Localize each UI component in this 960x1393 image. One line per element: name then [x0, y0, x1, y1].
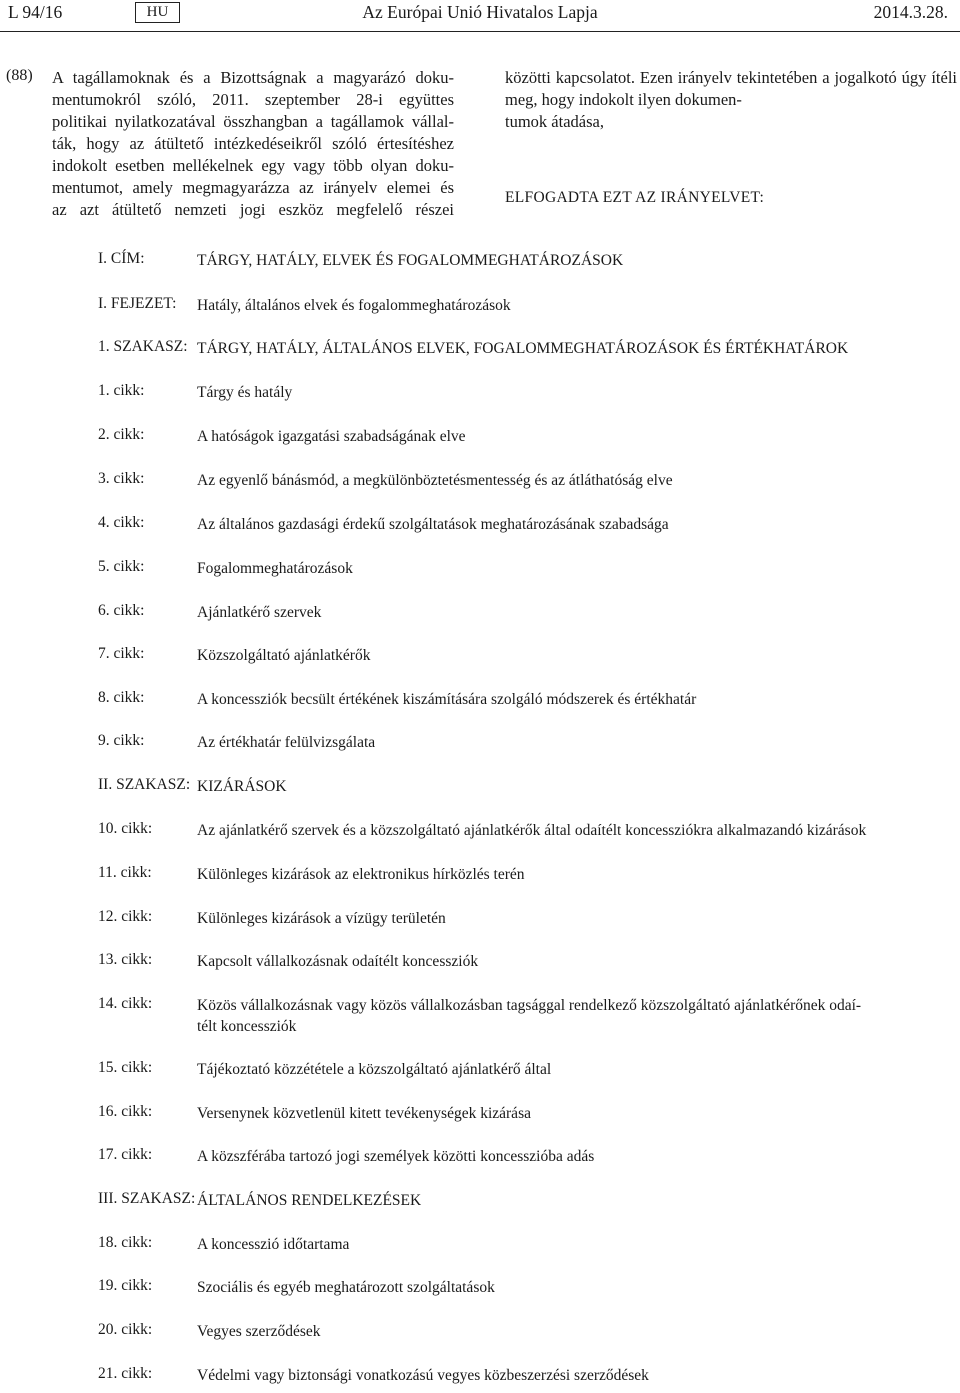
toc-entry-label: 11. cikk: [98, 864, 152, 881]
toc-entry-title: Fogalommeghatározások [197, 560, 353, 577]
toc-entry-title: Az ajánlatkérő szervek és a közszolgáltató ajánlatkérők által odaítélt koncessziókra alkalmazandó kizárások [197, 822, 867, 839]
recital-line: A tagállamoknak és a Bizottságnak a magyarázó doku- [52, 68, 454, 87]
page-header [0, 0, 960, 30]
toc-entry-title: Tárgy és hatály [197, 384, 293, 401]
toc-entry-label: 21. cikk: [98, 1365, 153, 1382]
toc-entry-title: Különleges kizárások az elektronikus hírközlés terén [197, 866, 525, 883]
toc-entry-label: 19. cikk: [98, 1277, 153, 1294]
recital-number: (88) [6, 67, 33, 84]
toc-entry-label: 3. cikk: [98, 470, 145, 487]
toc-entry-label: 20. cikk: [98, 1321, 153, 1338]
toc-entry-title: TÁRGY, HATÁLY, ELVEK ÉS FOGALOMMEGHATÁROZÁSOK [197, 252, 624, 269]
toc-entry-title: Hatály, általános elvek és fogalommeghatározások [197, 297, 511, 314]
toc-entry-title: A koncessziók becsült értékének kiszámítására szolgáló módszerek és értékhatár [197, 691, 697, 708]
toc-entry-label: 12. cikk: [98, 908, 153, 925]
toc-entry-label: 1. SZAKASZ: [98, 338, 188, 355]
toc-entry-title: Kapcsolt vállalkozásnak odaítélt koncessziók [197, 953, 479, 970]
toc-entry-title: KIZÁRÁSOK [197, 778, 287, 795]
toc-entry-title: Ajánlatkérő szervek [197, 604, 322, 621]
recital-line: mentumot, amely megmagyarázza az irányelv elemei és [52, 178, 454, 197]
toc-entry-title: Védelmi vagy biztonsági vonatkozású vegyes közbeszerzési szerződések [197, 1367, 649, 1384]
toc-entry-label: 7. cikk: [98, 645, 145, 662]
toc-entry-title: A hatóságok igazgatási szabadságának elve [197, 428, 466, 445]
header-divider [0, 31, 960, 32]
toc-entry-title: Közös vállalkozásnak vagy közös vállalkozásban tagsággal rendelkező közszolgáltató ajánlatkérőnek odaí- [197, 997, 862, 1014]
page-reference: L 94/16 [8, 2, 63, 22]
toc-entry-title: ÁLTALÁNOS RENDELKEZÉSEK [197, 1192, 422, 1209]
toc-entry-label: 2. cikk: [98, 426, 145, 443]
recital-right-column [505, 67, 957, 133]
recital-line: mentumokról szóló, 2011. szeptember 28-i együttes [52, 90, 454, 109]
toc-entry-title: Az értékhatár felülvizsgálata [197, 734, 376, 751]
toc-entry-label: 10. cikk: [98, 820, 153, 837]
toc-entry-title: Közszolgáltató ajánlatkérők [197, 647, 371, 664]
recital-continuation-end: tumok átadása, [505, 112, 604, 131]
toc-entry-label: 5. cikk: [98, 558, 145, 575]
toc-entry-label: 18. cikk: [98, 1234, 153, 1251]
toc-entry-label: I. CÍM: [98, 250, 145, 267]
recital-line: politikai nyilatkozatával összhangban a tagállamok vállal- [52, 112, 454, 131]
adoption-statement: ELFOGADTA EZT AZ IRÁNYELVET: [505, 189, 765, 206]
toc-entry-title: Szociális és egyéb meghatározott szolgáltatások [197, 1279, 495, 1296]
toc-entry-label: II. SZAKASZ: [98, 776, 191, 793]
toc-entry-label: 8. cikk: [98, 689, 145, 706]
toc-entry-label: 15. cikk: [98, 1059, 153, 1076]
toc-entry-title: Versenynek közvetlenül kitett tevékenységek kizárása [197, 1105, 531, 1122]
toc-entry-label: 17. cikk: [98, 1146, 153, 1163]
toc-entry-title: Vegyes szerződések [197, 1323, 321, 1340]
toc-entry-label: 9. cikk: [98, 732, 145, 749]
toc-entry-label: I. FEJEZET: [98, 295, 177, 312]
journal-title: Az Európai Unió Hivatalos Lapja [362, 2, 598, 22]
toc-entry-title: Tájékoztató közzététele a közszolgáltató ajánlatkérő által [197, 1061, 552, 1078]
toc-entry-label: 1. cikk: [98, 382, 145, 399]
recital-left-column [52, 67, 454, 221]
toc-entry-title: Különleges kizárások a vízügy területén [197, 910, 446, 927]
recital-continuation: közötti kapcsolatot. Ezen irányelv tekintetében a jogalkotó úgy ítéli meg, hogy indokolt ilyen dokumen- [505, 68, 957, 109]
toc-entry-label: 13. cikk: [98, 951, 153, 968]
toc-entry-title-continued: télt koncessziók [197, 1018, 297, 1035]
toc-entry-title: Az általános gazdasági érdekű szolgáltatások meghatározásának szabadsága [197, 516, 669, 533]
toc-entry-title: Az egyenlő bánásmód, a megkülönböztetésmentesség és az átláthatóság elve [197, 472, 673, 489]
toc-entry-label: 6. cikk: [98, 602, 145, 619]
recital-line: az azt átültető nemzeti jogi eszköz megfelelő részei [52, 200, 454, 219]
toc-entry-label: 16. cikk: [98, 1103, 153, 1120]
publication-date: 2014.3.28. [873, 2, 948, 22]
toc-entry-title: A koncesszió időtartama [197, 1236, 350, 1253]
language-code-box: HU [135, 2, 180, 23]
toc-entry-label: 14. cikk: [98, 995, 153, 1012]
toc-entry-title: A közszférába tartozó jogi személyek közötti koncesszióba adás [197, 1148, 595, 1165]
toc-entry-label: III. SZAKASZ: [98, 1190, 196, 1207]
toc-entry-title: TÁRGY, HATÁLY, ÁLTALÁNOS ELVEK, FOGALOMMEGHATÁROZÁSOK ÉS ÉRTÉKHATÁROK [197, 340, 849, 357]
recital-line: ták, hogy az átültető intézkedéseikről szóló értesítéshez [52, 134, 454, 153]
recital-line: indokolt esetben mellékelnek egy vagy több olyan doku- [52, 156, 454, 175]
toc-entry-label: 4. cikk: [98, 514, 145, 531]
